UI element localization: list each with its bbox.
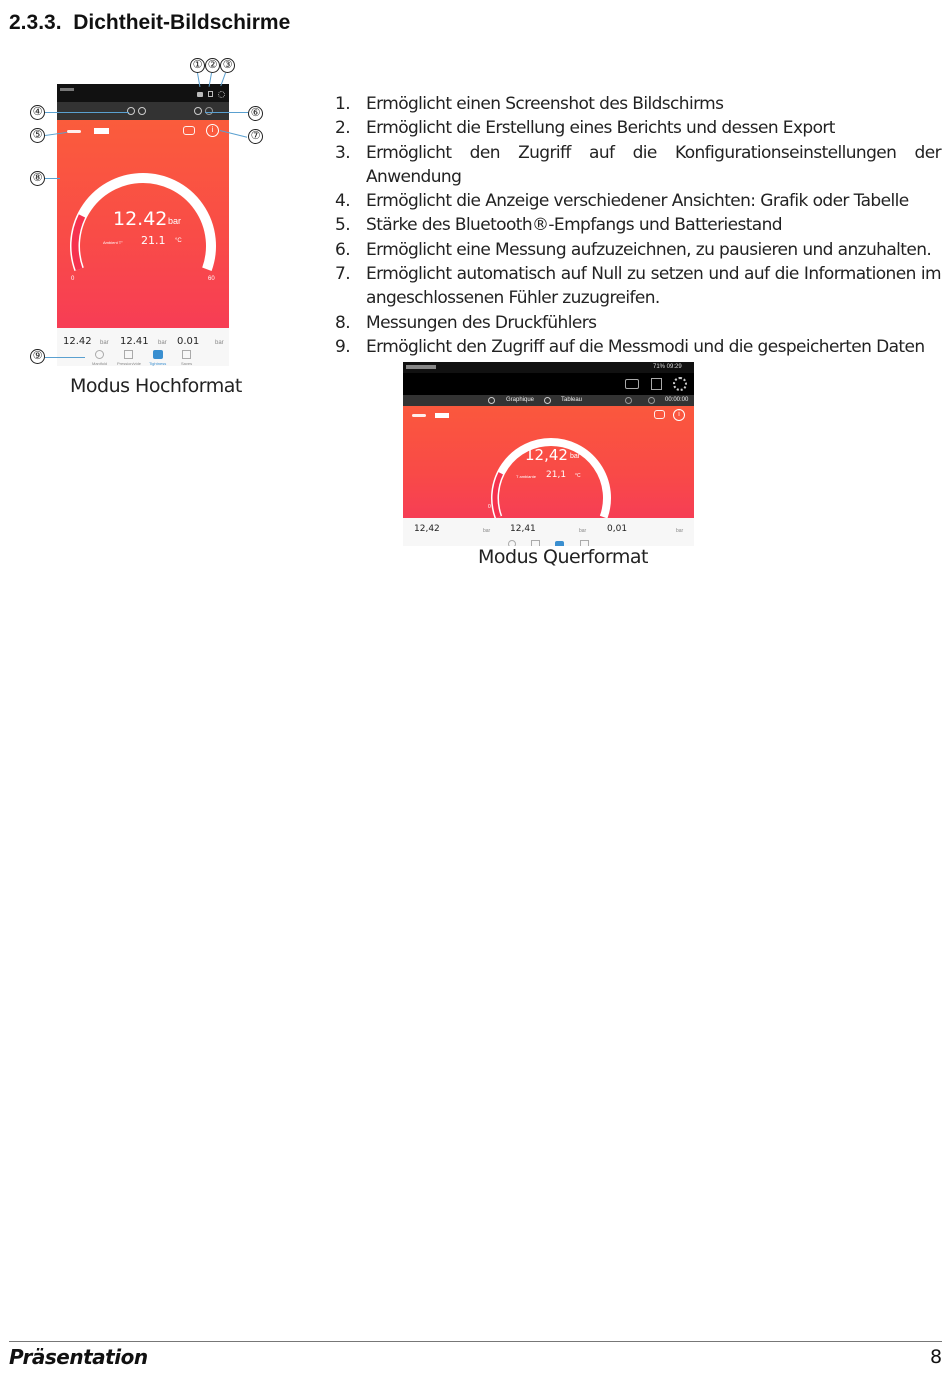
table-view-icon[interactable]	[138, 107, 146, 115]
callout-8: ⑧	[30, 171, 45, 186]
footer-section-title: Präsentation	[9, 1345, 148, 1369]
record-icon[interactable]	[194, 107, 202, 115]
ambient-unit: °C	[575, 473, 581, 479]
reading-3-value: 0.01	[177, 336, 200, 347]
section-title: Dichtheit-Bildschirme	[73, 11, 291, 34]
status-signal-icon	[60, 88, 74, 91]
callout-7: ⑦	[248, 129, 263, 144]
scale-max: 60	[208, 276, 215, 282]
tab-table[interactable]: Tableau	[561, 397, 583, 403]
gauge-value: 12,42	[525, 446, 568, 464]
list-item: 9. Ermöglicht den Zugriff auf die Messmodi und die gespeicherten Daten	[335, 336, 925, 357]
reading-3-value: 0,01	[607, 524, 628, 534]
tab-graph[interactable]: Graphique	[506, 397, 535, 403]
export-icon[interactable]	[651, 378, 662, 390]
export-icon	[208, 91, 213, 97]
list-item: 5. Stärke des Bluetooth®-Empfangs und Batteriestand	[335, 215, 782, 236]
scale-min: 0	[71, 276, 75, 282]
footer-divider	[9, 1341, 942, 1342]
ambient-label: Ambient T°	[103, 240, 123, 245]
landscape-status-bar	[403, 362, 694, 373]
reading-2-unit: bar	[579, 528, 587, 534]
landscape-screenshot	[403, 362, 694, 546]
screenshot-icon	[197, 92, 203, 97]
reading-3-unit: bar	[676, 528, 684, 534]
callout-9: ⑨	[30, 349, 45, 364]
reading-1-unit: bar	[483, 528, 491, 534]
reading-1-value: 12.42	[63, 336, 92, 347]
record-icon[interactable]	[625, 397, 632, 404]
callout-5: ⑤	[30, 128, 45, 143]
list-item: 3. Ermöglicht den Zugriff auf die Konfigurationseinstellungen der Anwendung	[335, 142, 941, 187]
portrait-caption: Modus Hochformat	[70, 375, 242, 397]
saves-icon[interactable]	[182, 350, 191, 359]
record-timer: 00:00:00	[665, 397, 689, 403]
leader-line-4	[45, 112, 129, 113]
nav-manifold-label: Manifold	[92, 361, 108, 366]
graph-view-icon[interactable]	[127, 107, 135, 115]
portrait-screenshot	[57, 84, 229, 366]
scale-max: 60	[604, 504, 610, 510]
list-item: 7. Ermöglicht automatisch auf Null zu setzen und auf die Informationen im angeschlossenen Fühler zuzugreifen.	[335, 264, 941, 309]
gauge-unit: bar	[168, 216, 182, 226]
table-view-icon[interactable]	[544, 397, 551, 404]
reading-2-value: 12.41	[120, 336, 149, 347]
reading-2-value: 12,41	[510, 524, 536, 534]
reading-1-unit: bar	[100, 340, 109, 346]
gear-icon	[218, 91, 225, 98]
leader-line-6	[205, 112, 248, 113]
list-item: 4. Ermöglicht die Anzeige verschiedener Ansichten: Grafik oder Tabelle	[335, 191, 909, 212]
feature-list	[335, 92, 941, 359]
list-item: 8. Messungen des Druckfühlers	[335, 312, 597, 333]
landscape-caption: Modus Querformat	[478, 546, 648, 568]
portrait-status-bar	[57, 84, 229, 102]
pause-icon[interactable]	[648, 397, 655, 404]
list-item: 6. Ermöglicht eine Messung aufzuzeichnen, zu pausieren und anzuhalten.	[335, 239, 932, 260]
callout-3: ③	[220, 58, 235, 73]
status-icons	[406, 365, 436, 369]
callout-2: ②	[205, 58, 220, 73]
landscape-readings-bar	[403, 518, 694, 546]
ambient-unit: °C	[175, 238, 182, 244]
info-icon[interactable]: i	[673, 409, 685, 421]
callout-1: ①	[190, 58, 205, 73]
leader-line-8	[45, 178, 60, 179]
section-number: 2.3.3.	[9, 11, 62, 34]
callout-4: ④	[30, 105, 45, 120]
nav-tightness-label: Tightness	[149, 361, 167, 366]
info-icon[interactable]: i	[206, 124, 219, 137]
reading-2-unit: bar	[158, 340, 167, 346]
ambient-value: 21,1	[546, 470, 567, 480]
status-right-text: 71% 09:29	[653, 364, 682, 370]
portrait-readings-bar	[57, 328, 229, 366]
manifold-icon[interactable]	[95, 350, 104, 359]
scale-min: 0	[488, 504, 491, 510]
landscape-toolbar	[403, 395, 694, 406]
ambient-value: 21.1	[141, 234, 166, 247]
pause-icon[interactable]	[205, 107, 213, 115]
tightness-icon[interactable]	[153, 350, 163, 359]
portrait-toolbar	[57, 102, 229, 120]
nav-pressure-label: Pression/vide	[117, 361, 142, 366]
callout-6: ⑥	[248, 106, 263, 121]
reading-1-value: 12,42	[414, 524, 440, 534]
landscape-gauge-area	[403, 406, 694, 518]
gauge-value: 12.42	[113, 208, 168, 230]
leader-line-9	[45, 357, 85, 358]
landscape-action-bar	[403, 373, 694, 395]
page-number: 8	[930, 1346, 943, 1368]
gauge-unit: bar	[570, 453, 581, 460]
portrait-gauge-area	[57, 120, 229, 328]
nav-saves-label: Saves	[181, 361, 193, 366]
section-heading	[9, 11, 290, 35]
reading-3-unit: bar	[215, 340, 224, 346]
list-item: 2. Ermöglicht die Erstellung eines Berichts und dessen Export	[335, 118, 835, 139]
list-item: 1. Ermöglicht einen Screenshot des Bildschirms	[335, 94, 724, 114]
ambient-label: T ambiante	[516, 474, 536, 479]
screenshot-icon[interactable]	[625, 379, 639, 389]
graph-view-icon[interactable]	[488, 397, 495, 404]
pressure-vacuum-icon[interactable]	[124, 350, 133, 359]
gear-icon[interactable]	[673, 377, 687, 391]
